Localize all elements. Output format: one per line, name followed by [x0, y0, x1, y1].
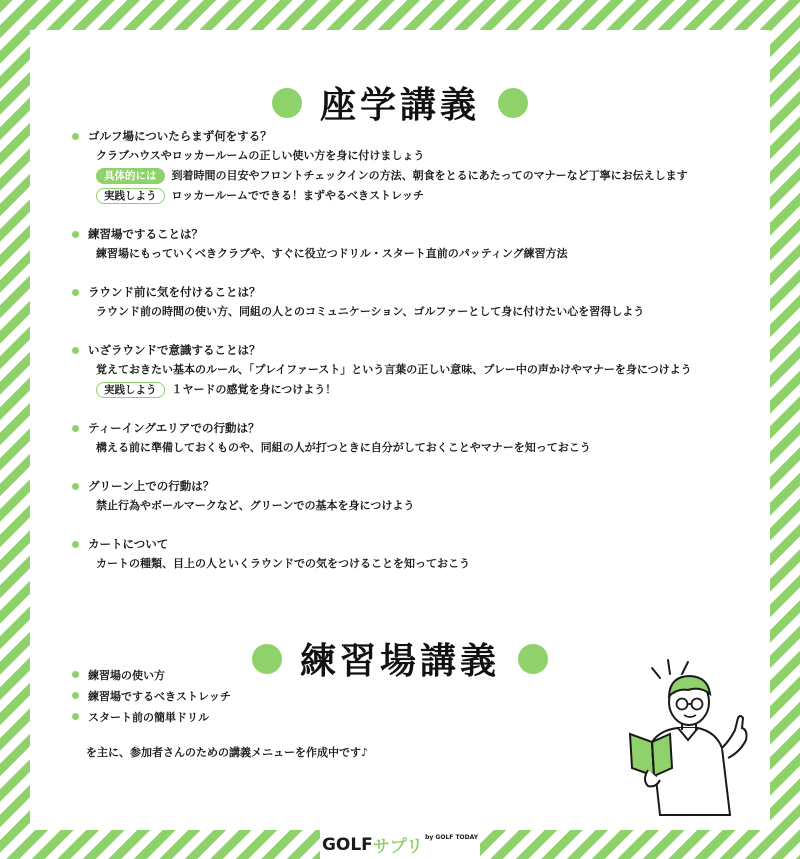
section-heading-lecture	[30, 77, 770, 128]
section-title: 座学講義	[319, 85, 480, 126]
teacher-reading-illustration	[590, 630, 770, 820]
content-panel	[30, 30, 770, 830]
question-row	[72, 282, 762, 302]
bullet-icon	[72, 289, 79, 296]
list-item	[72, 685, 231, 706]
detail-text: ラウンド前の時間の使い方、同組の人とのコミュニケーション、ゴルファーとして身に付けたい心を習得しよう	[96, 305, 645, 318]
list-item	[72, 340, 762, 400]
list-item	[72, 224, 762, 264]
question-text: 練習場ですることは？	[88, 227, 203, 241]
question-text: ゴルフ場についたらまず何をする？	[88, 129, 272, 143]
question-text: いざラウンドで意識することは？	[88, 343, 261, 357]
question-row	[72, 534, 762, 554]
detail-text: クラブハウスやロッカールームの正しい使い方を身に付けましょう	[96, 149, 425, 162]
question-row	[72, 224, 762, 244]
logo-kana-text: サプリ	[372, 837, 424, 857]
question-text: ラウンド前に気を付けることは？	[88, 285, 261, 299]
bullet-icon	[72, 347, 79, 354]
bullet-icon	[72, 483, 79, 490]
extra-text: ロッカールームでできる！まずやるべきストレッチ	[171, 189, 424, 202]
question-row	[72, 418, 762, 438]
green-dot-icon	[498, 88, 528, 118]
list-item-text: スタート前の簡単ドリル	[88, 710, 209, 724]
golf-sapuri-logo	[320, 830, 480, 859]
bullet-icon	[72, 133, 79, 140]
detail-text: 練習場にもっていくべきクラブや、すぐに役立つドリル・スタート直前のパッティング練習方法	[96, 247, 568, 260]
question-row	[72, 340, 762, 360]
practice-list	[72, 664, 231, 727]
extra-text: 到着時間の目安やフロントチェックインの方法、朝食をとるにあたってのマナーなど丁寧にお伝えします	[171, 169, 688, 182]
extra-row	[96, 166, 762, 186]
green-dot-icon	[252, 644, 282, 674]
green-dot-icon	[518, 644, 548, 674]
question-text: グリーン上での行動は？	[88, 479, 215, 493]
list-item	[72, 476, 762, 516]
green-dot-icon	[272, 88, 302, 118]
list-item	[72, 534, 762, 574]
bullet-icon	[72, 425, 79, 432]
practice-badge: 実践しよう	[96, 188, 165, 204]
list-item	[72, 664, 231, 685]
footer-note: を主に、参加者さんのための講義メニューを作成中です♪	[86, 746, 369, 759]
extra-text: １ヤードの感覚を身につけよう！	[171, 383, 337, 396]
detail-text: 構える前に準備しておくものや、同組の人が打つときに自分がしておくことやマナーを知っておこう	[96, 441, 591, 454]
bullet-icon	[72, 671, 79, 678]
question-text: カートについて	[88, 537, 169, 551]
detail-text: 禁止行為やボールマークなど、グリーンでの基本を身につけよう	[96, 499, 415, 512]
extra-row	[96, 380, 762, 400]
logo-tagline: by GOLF TODAY	[425, 834, 479, 841]
detail-text: カートの種類、目上の人といくラウンドでの気をつけることを知っておこう	[96, 557, 470, 570]
question-row	[72, 476, 762, 496]
list-item-text: 練習場の使い方	[88, 668, 165, 682]
bullet-icon	[72, 231, 79, 238]
extra-row	[96, 186, 762, 206]
list-item	[72, 126, 762, 206]
question-text: ティーイングエリアでの行動は？	[88, 421, 260, 435]
logo-main-text: GOLF	[321, 834, 373, 855]
list-item-text: 練習場でするべきストレッチ	[88, 689, 231, 703]
question-row	[72, 126, 762, 146]
bullet-icon	[72, 541, 79, 548]
list-item	[72, 418, 762, 458]
detail-text: 覚えておきたい基本のルール、「プレイファースト」という言葉の正しい意味、プレー中の声かけやマナーを身につけよう	[96, 363, 692, 376]
practice-badge: 実践しよう	[96, 382, 165, 398]
bullet-icon	[72, 692, 79, 699]
section-title: 練習場講義	[299, 641, 500, 682]
list-item	[72, 706, 231, 727]
bullet-icon	[72, 713, 79, 720]
detail-badge: 具体的には	[96, 168, 165, 184]
list-item	[72, 282, 762, 322]
lecture-list	[72, 126, 762, 592]
